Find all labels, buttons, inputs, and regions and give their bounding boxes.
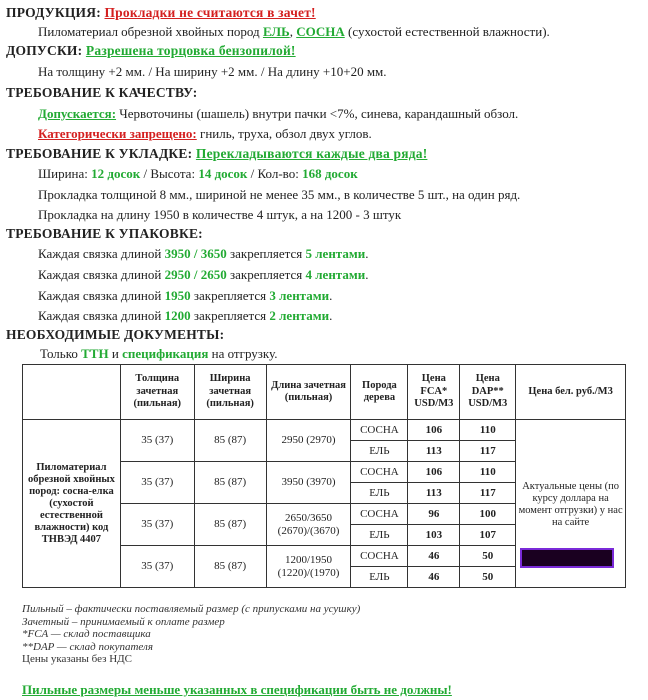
- products-text: Пиломатериал обрезной хвойных пород: [38, 24, 263, 39]
- count-value: 168 досок: [302, 166, 358, 181]
- products-heading: ПРОДУКЦИЯ:: [6, 5, 101, 20]
- stacking-note: Перекладываются каждые два ряда!: [195, 146, 428, 161]
- width-cell: 85 (87): [194, 420, 266, 462]
- forbidden-label: Категорически запрещено:: [38, 126, 197, 141]
- dap-cell: 117: [460, 483, 516, 504]
- product-description-cell: Пиломатериал обрезной хвойных пород: сосна-елка (сухостой естественной влажности) код ТНВЭД 4407: [23, 420, 121, 588]
- thickness-cell: 35 (37): [120, 504, 194, 546]
- count-label: / Кол-во:: [247, 166, 303, 181]
- header-thickness: Толщина зачетная (пильная): [120, 365, 194, 420]
- table-row: [23, 420, 626, 441]
- length-cell: 3950 (3970): [266, 462, 351, 504]
- height-label: / Высота:: [140, 166, 199, 181]
- stacking-heading: ТРЕБОВАНИЕ К УКЛАДКЕ:: [6, 146, 193, 161]
- header-width: Ширина зачетная (пильная): [194, 365, 266, 420]
- dap-cell: 50: [460, 567, 516, 588]
- species-cell: СОСНА: [351, 546, 408, 567]
- products-heading-line: [6, 5, 316, 21]
- final-warning: Пильные размеры меньше указанных в спецификации быть не должны!: [22, 682, 452, 697]
- width-cell: 85 (87): [194, 504, 266, 546]
- table-header-row: [23, 365, 626, 420]
- dap-cell: 110: [460, 462, 516, 483]
- packaging-row: Каждая связка длиной 3950 / 3650 закрепляется 5 лентами.: [38, 246, 369, 261]
- products-comma: ,: [289, 24, 297, 39]
- header-blank: [23, 365, 121, 420]
- dap-cell: 50: [460, 546, 516, 567]
- header-length: Длина зачетная (пильная): [266, 365, 351, 420]
- quality-allowed: [38, 106, 518, 122]
- species-cell: ЕЛЬ: [351, 441, 408, 462]
- products-description: [38, 24, 550, 40]
- length-cell: 2950 (2970): [266, 420, 351, 462]
- packaging-row: Каждая связка длиной 2950 / 2650 закрепляется 4 лентами.: [38, 267, 369, 282]
- packaging-row: Каждая связка длиной 1950 закрепляется 3 лентами.: [38, 288, 333, 303]
- species-cell: СОСНА: [351, 420, 408, 441]
- width-cell: 85 (87): [194, 546, 266, 588]
- stacking-spacer-text: Прокладка толщиной 8 мм., шириной не менее 35 мм., в количестве 5 шт., на один ряд.: [38, 187, 521, 202]
- tolerances-note: Разрешена торцовка бензопилой!: [85, 43, 296, 58]
- price-note: Актуальные цены (по курсу доллара на момент отгрузки) у нас на сайте: [518, 480, 623, 528]
- thickness-cell: 35 (37): [120, 546, 194, 588]
- products-text-post: (сухостой естественной влажности).: [344, 24, 550, 39]
- footnote: Зачетный – принимаемый к оплате размер: [22, 615, 225, 628]
- species-cell: ЕЛЬ: [351, 525, 408, 546]
- dap-cell: 110: [460, 420, 516, 441]
- header-byn: Цена бел. руб./М3: [516, 365, 626, 420]
- species-spruce: ЕЛЬ: [262, 24, 290, 39]
- dap-cell: 107: [460, 525, 516, 546]
- thickness-cell: 35 (37): [120, 420, 194, 462]
- length-cell: 2650/3650 (2670)/(3670): [266, 504, 351, 546]
- footnote: Цены указаны без НДС: [22, 653, 133, 665]
- thickness-cell: 35 (37): [120, 462, 194, 504]
- header-species: Порода дерева: [351, 365, 408, 420]
- fca-cell: 113: [408, 441, 460, 462]
- allowed-text: Червоточины (шашель) внутри пачки <7%, синева, карандашный обзол.: [116, 106, 519, 121]
- fca-cell: 96: [408, 504, 460, 525]
- quality-forbidden: [38, 126, 372, 142]
- stacking-heading-line: [6, 146, 427, 162]
- price-table: [22, 364, 626, 588]
- species-pine: СОСНА: [296, 24, 345, 39]
- tolerances-heading-line: [6, 43, 296, 59]
- width-label: Ширина:: [38, 166, 92, 181]
- documents-text: Только ТТН и спецификация на отгрузку.: [40, 346, 278, 361]
- length-cell: 1200/1950 (1220)/(1970): [266, 546, 351, 588]
- species-cell: ЕЛЬ: [351, 483, 408, 504]
- byn-price-cell: [516, 420, 626, 588]
- footnotes: [22, 603, 360, 666]
- tolerances-text: На толщину +2 мм. / На ширину +2 мм. / На длину +10+20 мм.: [38, 64, 387, 79]
- dap-cell: 100: [460, 504, 516, 525]
- species-cell: СОСНА: [351, 462, 408, 483]
- fca-cell: 113: [408, 483, 460, 504]
- fca-cell: 46: [408, 546, 460, 567]
- doc-spec: спецификация: [122, 346, 209, 361]
- stacking-dimensions: [38, 166, 358, 182]
- fca-cell: 46: [408, 567, 460, 588]
- footnote: **DAP — склад покупателя: [22, 640, 153, 653]
- redaction-block: [520, 548, 614, 568]
- fca-cell: 106: [408, 420, 460, 441]
- header-fca: Цена FCA* USD/M3: [408, 365, 460, 420]
- species-cell: ЕЛЬ: [351, 567, 408, 588]
- packaging-heading: ТРЕБОВАНИЕ К УПАКОВКЕ:: [6, 226, 203, 241]
- footnote: *FCA — склад поставщика: [22, 628, 151, 640]
- footnote: Пильный – фактически поставляемый размер (с припусками на усушку): [22, 603, 361, 615]
- header-dap: Цена DAP** USD/M3: [460, 365, 516, 420]
- documents-heading: НЕОБХОДИМЫЕ ДОКУМЕНТЫ:: [6, 327, 225, 342]
- stacking-length-text: Прокладка на длину 1950 в количестве 4 штук, а на 1200 - 3 штук: [38, 207, 402, 222]
- species-cell: СОСНА: [351, 504, 408, 525]
- width-cell: 85 (87): [194, 462, 266, 504]
- products-note: Прокладки не считаются в зачет!: [104, 5, 316, 20]
- tolerances-heading: ДОПУСКИ:: [6, 43, 83, 58]
- width-value: 12 досок: [91, 166, 141, 181]
- height-value: 14 досок: [198, 166, 248, 181]
- fca-cell: 106: [408, 462, 460, 483]
- dap-cell: 117: [460, 441, 516, 462]
- packaging-row: Каждая связка длиной 1200 закрепляется 2 лентами.: [38, 308, 333, 323]
- quality-heading: ТРЕБОВАНИЕ К КАЧЕСТВУ:: [6, 85, 198, 100]
- fca-cell: 103: [408, 525, 460, 546]
- allowed-label: Допускается:: [38, 106, 117, 121]
- forbidden-text: гниль, труха, обзол двух углов.: [196, 126, 372, 141]
- doc-ttn: ТТН: [81, 346, 109, 361]
